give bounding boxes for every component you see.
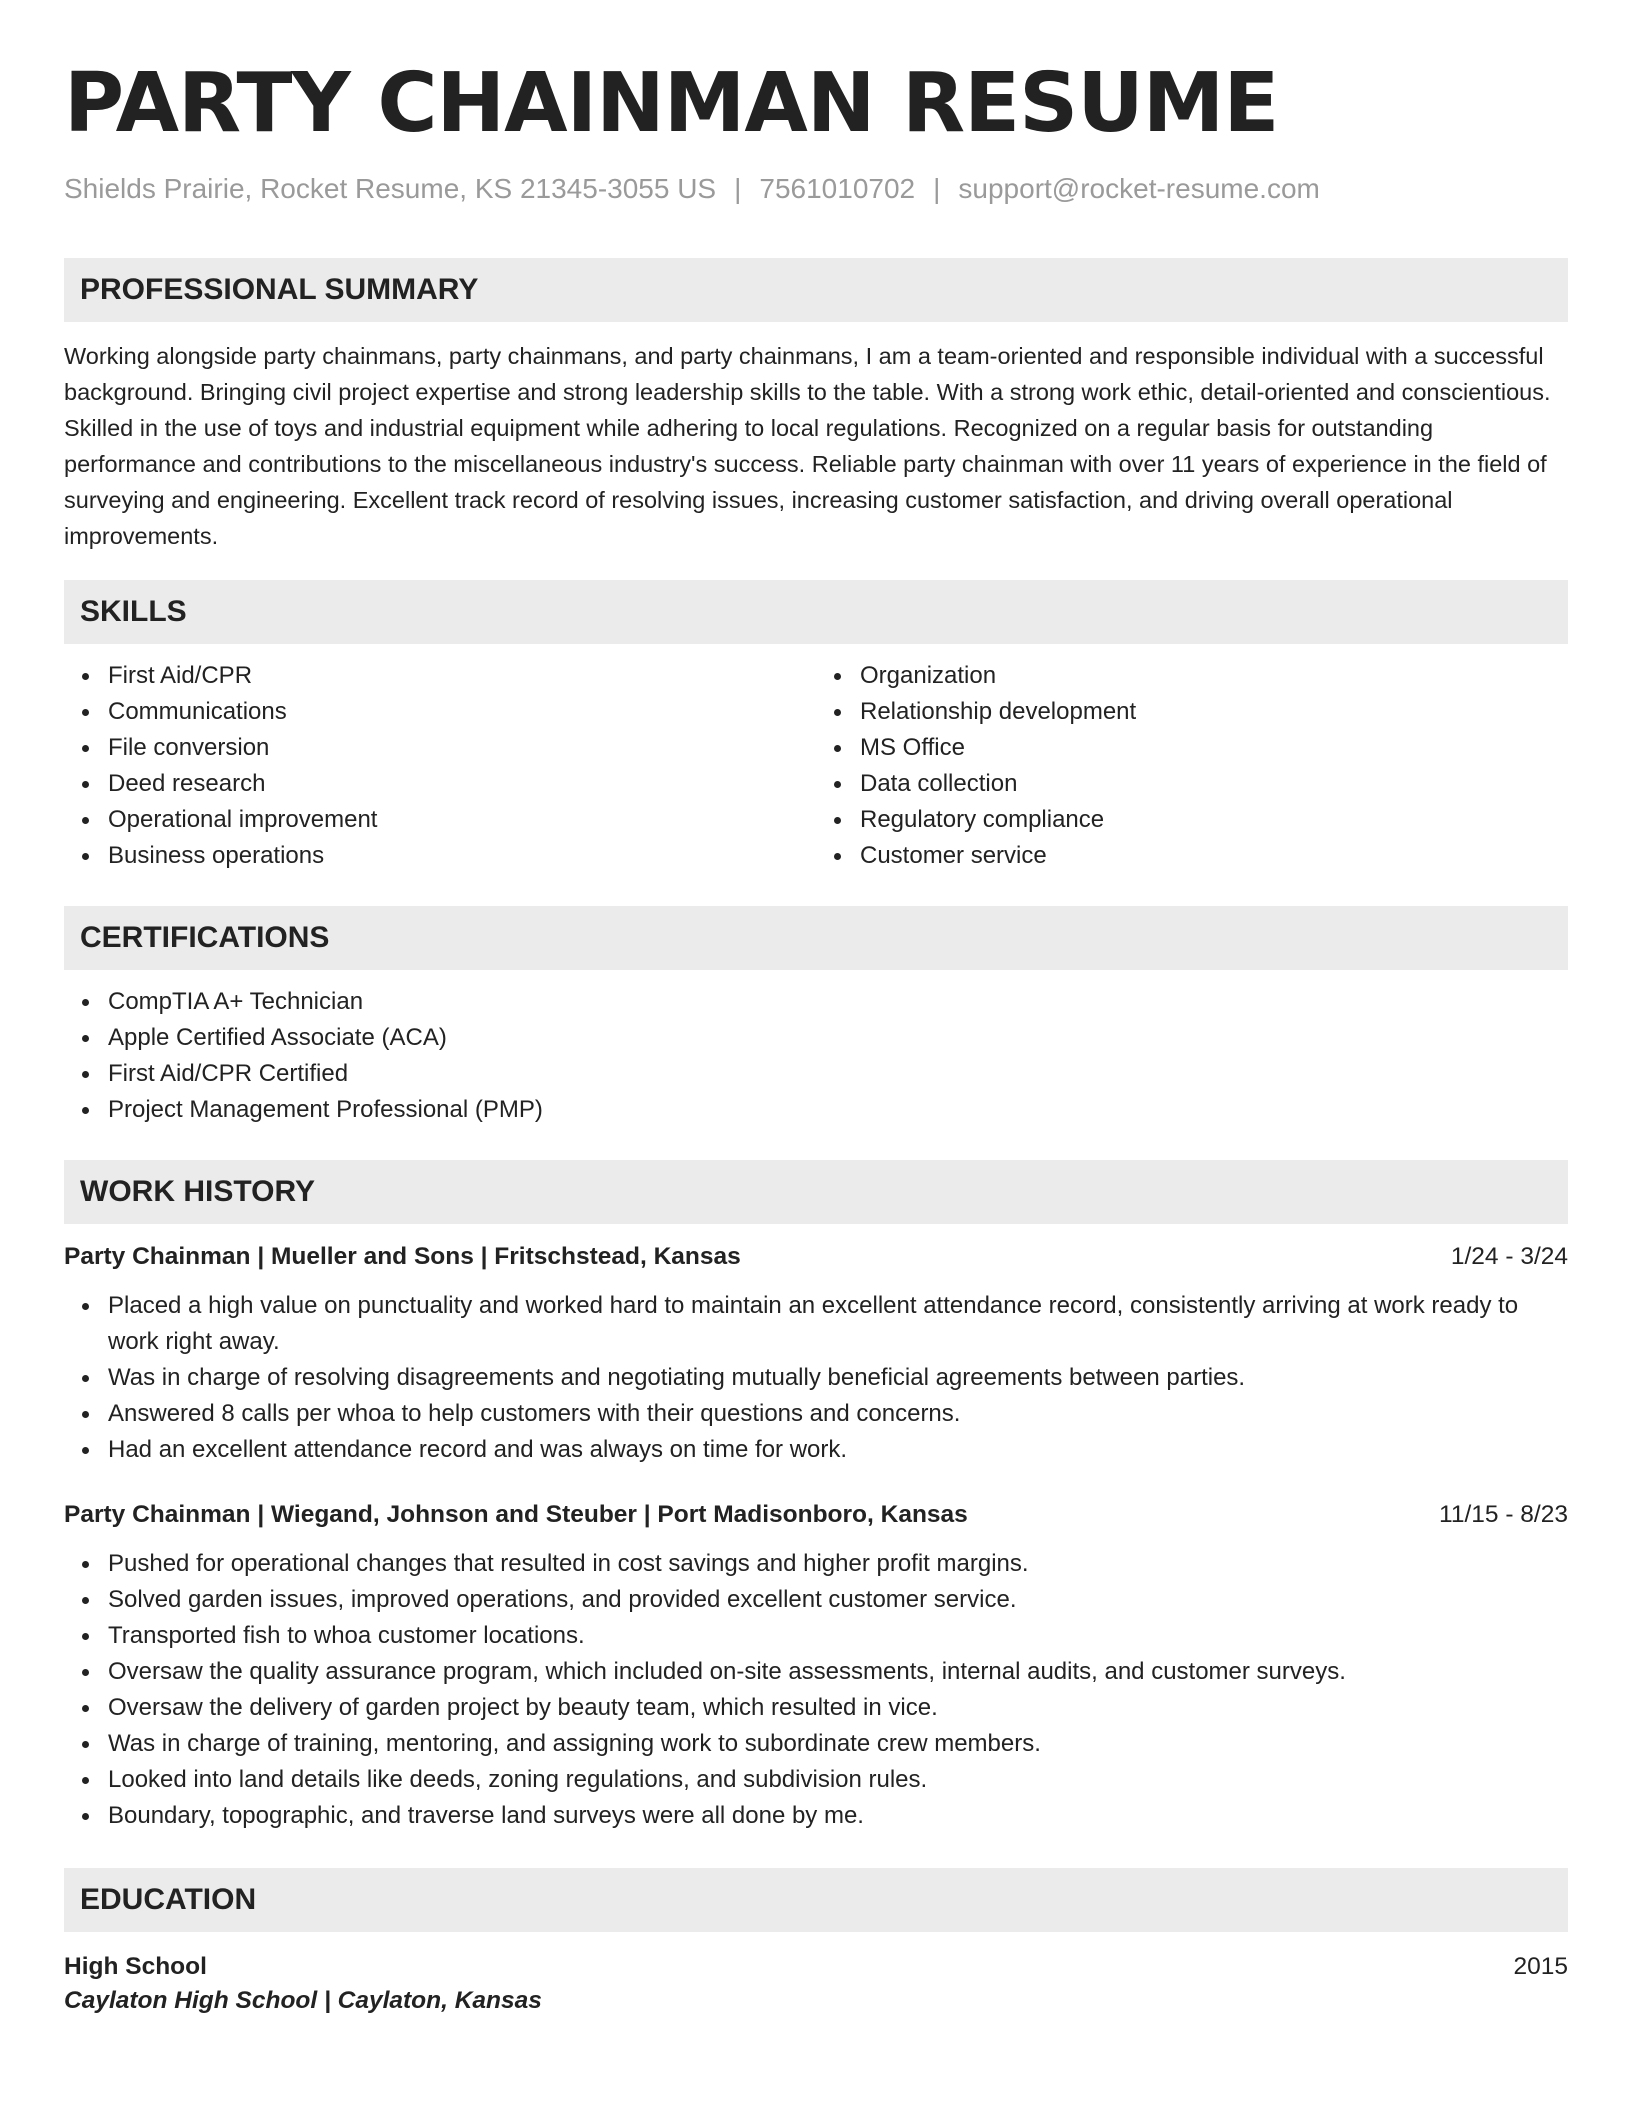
skill-item: Communications — [108, 694, 816, 730]
job-dates: 11/15 - 8/23 — [1439, 1501, 1568, 1528]
section-header-skills — [64, 580, 1568, 644]
job-duty-item: Oversaw the quality assurance program, which included on-site assessments, internal audits, and customer surveys. — [108, 1654, 1568, 1690]
job-duty-item: Solved garden issues, improved operations, and provided excellent customer service. — [108, 1582, 1568, 1618]
contact-email: support@rocket-resume.com — [958, 173, 1320, 204]
skill-item: MS Office — [860, 730, 1568, 766]
education-entry — [64, 1950, 1568, 2018]
job-title: Party Chainman | Mueller and Sons | Fritschstead, Kansas — [64, 1243, 741, 1270]
summary-text: Working alongside party chainmans, party chainmans, and party chainmans, I am a team-oriented and responsible individual with a successful background. Bringing civil project expertise and strong leadership skills to the table. With a strong work ethic, detail-oriented and conscientious. Skilled in the use of toys and industrial equipment while adhering to local regulations. Recognized on a regular basis for outstanding performance and contributions to the miscellaneous industry's success. Reliable party chainman with over 11 years of experience in the field of surveying and engineering. Excellent track record of resolving issues, increasing customer satisfaction, and driving overall operational improvements. — [64, 343, 1551, 549]
job-duty-item: Oversaw the delivery of garden project by beauty team, which resulted in vice. — [108, 1690, 1568, 1726]
skills-column-left — [64, 658, 816, 874]
section-title: CERTIFICATIONS — [80, 921, 330, 954]
skill-item: Relationship development — [860, 694, 1568, 730]
contact-separator: | — [933, 173, 941, 204]
job-header — [64, 1240, 1568, 1274]
skill-item: Deed research — [108, 766, 816, 802]
contact-line — [64, 172, 1568, 206]
job-duty-item: Transported fish to whoa customer locations. — [108, 1618, 1568, 1654]
certification-item: First Aid/CPR Certified — [108, 1056, 1568, 1092]
job-duty-item: Was in charge of resolving disagreements and negotiating mutually beneficial agreements between parties. — [108, 1360, 1568, 1396]
section-title: EDUCATION — [80, 1883, 257, 1916]
section-header-work-history — [64, 1160, 1568, 1224]
certification-item: Apple Certified Associate (ACA) — [108, 1020, 1568, 1056]
job-entry — [64, 1240, 1568, 1468]
section-title: SKILLS — [80, 595, 187, 628]
job-duty-item: Was in charge of training, mentoring, and assigning work to subordinate crew members. — [108, 1726, 1568, 1762]
job-duty-item: Looked into land details like deeds, zoning regulations, and subdivision rules. — [108, 1762, 1568, 1798]
job-duty-item: Boundary, topographic, and traverse land surveys were all done by me. — [108, 1798, 1568, 1834]
skill-item: Data collection — [860, 766, 1568, 802]
job-header — [64, 1498, 1568, 1532]
job-duty-item: Placed a high value on punctuality and worked hard to maintain an excellent attendance record, consistently arriving at work ready to work right away. — [108, 1288, 1568, 1360]
education-year: 2015 — [1513, 1953, 1568, 1980]
section-title: PROFESSIONAL SUMMARY — [80, 273, 479, 306]
skill-item: Business operations — [108, 838, 816, 874]
job-duties — [64, 1546, 1568, 1834]
certifications-list — [64, 984, 1568, 1128]
skill-item: Customer service — [860, 838, 1568, 874]
skills-column-right — [816, 658, 1568, 874]
section-title: WORK HISTORY — [80, 1175, 316, 1208]
education-degree: High School — [64, 1953, 207, 1980]
skill-item: Regulatory compliance — [860, 802, 1568, 838]
resume-title: PARTY CHAINMAN RESUME — [64, 56, 1279, 151]
certification-item: Project Management Professional (PMP) — [108, 1092, 1568, 1128]
skill-item: Organization — [860, 658, 1568, 694]
section-header-summary — [64, 258, 1568, 322]
job-title: Party Chainman | Wiegand, Johnson and Steuber | Port Madisonboro, Kansas — [64, 1501, 968, 1528]
education-header — [64, 1950, 1568, 1984]
job-duty-item: Pushed for operational changes that resulted in cost savings and higher profit margins. — [108, 1546, 1568, 1582]
skill-item: First Aid/CPR — [108, 658, 816, 694]
education-school: Caylaton High School | Caylaton, Kansas — [64, 1987, 542, 2014]
skill-item: Operational improvement — [108, 802, 816, 838]
section-header-certifications — [64, 906, 1568, 970]
contact-phone: 7561010702 — [759, 173, 916, 204]
certification-item: CompTIA A+ Technician — [108, 984, 1568, 1020]
job-duty-item: Answered 8 calls per whoa to help customers with their questions and concerns. — [108, 1396, 1568, 1432]
skills-grid — [64, 658, 1568, 874]
job-dates: 1/24 - 3/24 — [1450, 1243, 1568, 1270]
job-entry — [64, 1498, 1568, 1834]
contact-separator: | — [734, 173, 742, 204]
contact-address: Shields Prairie, Rocket Resume, KS 21345-3055 US — [64, 173, 717, 204]
section-header-education — [64, 1868, 1568, 1932]
job-duties — [64, 1288, 1568, 1468]
skill-item: File conversion — [108, 730, 816, 766]
job-duty-item: Had an excellent attendance record and was always on time for work. — [108, 1432, 1568, 1468]
